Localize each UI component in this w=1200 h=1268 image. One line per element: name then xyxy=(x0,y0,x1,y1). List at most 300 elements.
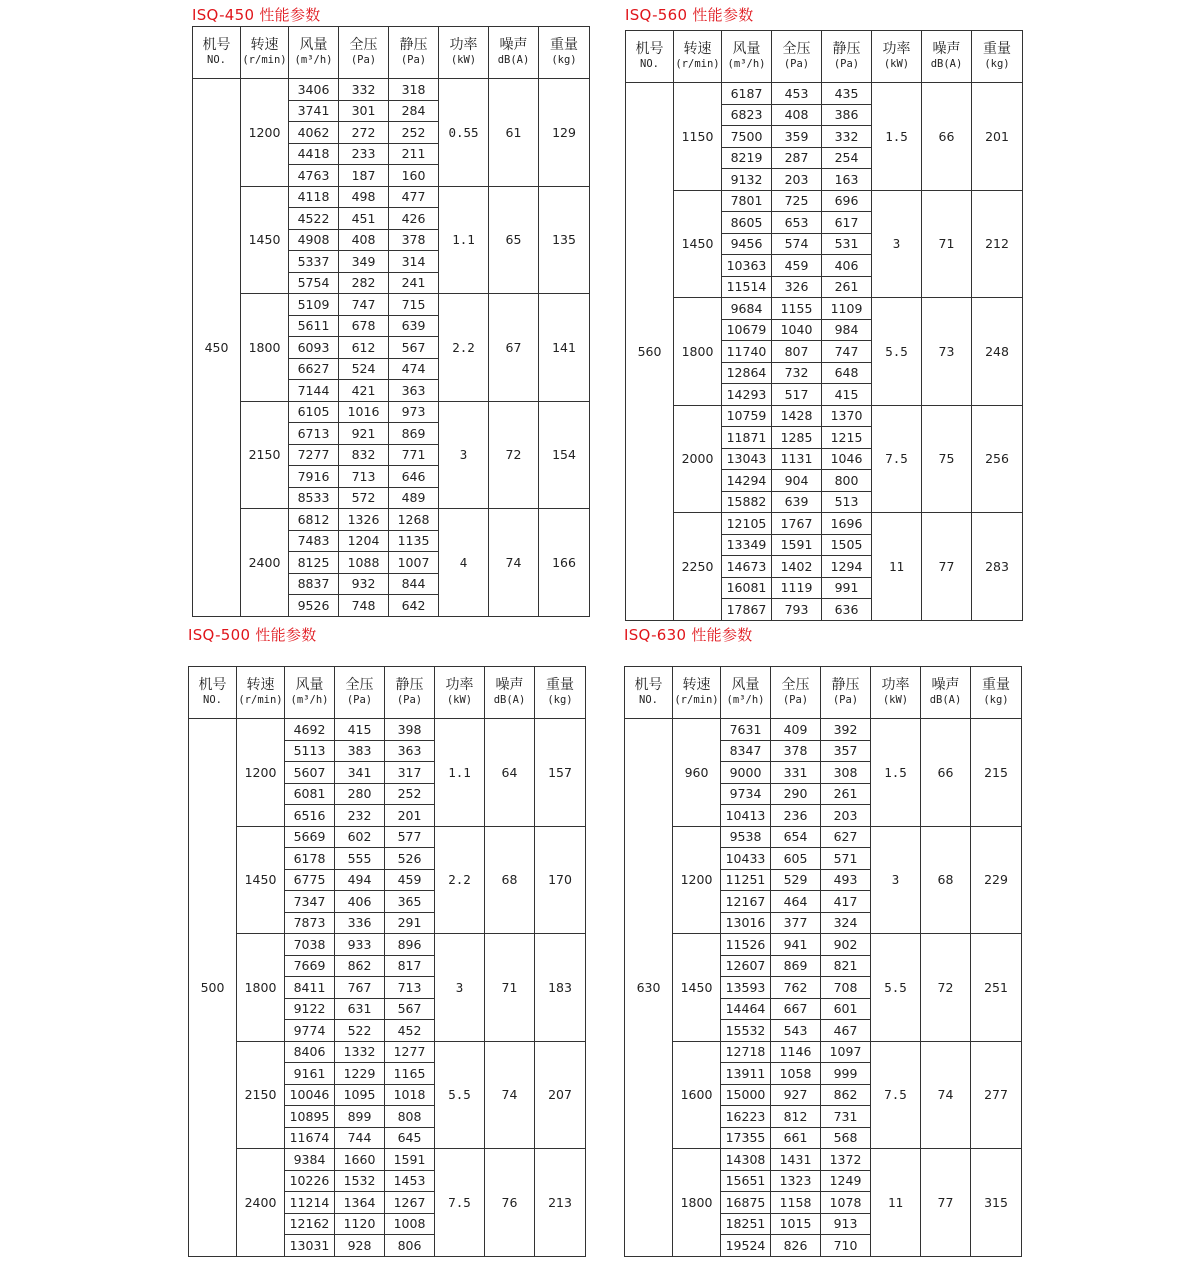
column-header-machine xyxy=(625,667,673,719)
static-pressure-cell: 1505 xyxy=(822,534,872,556)
airflow-cell: 4692 xyxy=(285,719,335,741)
header-label: 全压 xyxy=(345,677,374,693)
weight-cell: 170 xyxy=(535,826,586,934)
total-pressure-cell: 336 xyxy=(335,912,385,934)
total-pressure-cell: 667 xyxy=(771,998,821,1020)
airflow-cell: 11674 xyxy=(285,1127,335,1149)
airflow-cell: 14673 xyxy=(722,556,772,578)
header-label: 重量 xyxy=(983,41,1011,57)
total-pressure-cell: 1146 xyxy=(771,1041,821,1063)
airflow-cell: 13593 xyxy=(721,977,771,999)
header-label: 重量 xyxy=(550,37,578,53)
speed-cell: 1450 xyxy=(237,826,285,934)
weight-cell: 283 xyxy=(972,513,1023,621)
header-unit: (r/min) xyxy=(675,58,720,70)
column-header-weight xyxy=(971,667,1022,719)
total-pressure-cell: 378 xyxy=(771,740,821,762)
static-pressure-cell: 317 xyxy=(385,762,435,784)
airflow-cell: 5109 xyxy=(289,294,339,316)
total-pressure-cell: 928 xyxy=(335,1235,385,1257)
table-title: ISQ-450 性能参数 xyxy=(192,6,321,24)
static-pressure-cell: 991 xyxy=(822,577,872,599)
airflow-cell: 9774 xyxy=(285,1020,335,1042)
static-pressure-cell: 467 xyxy=(821,1020,871,1042)
column-header-static-pressure xyxy=(389,27,439,79)
header-unit: NO. xyxy=(639,694,658,706)
airflow-cell: 8125 xyxy=(289,552,339,574)
static-pressure-cell: 1277 xyxy=(385,1041,435,1063)
airflow-cell: 4418 xyxy=(289,143,339,165)
airflow-cell: 12105 xyxy=(722,513,772,535)
power-cell: 1.1 xyxy=(439,186,489,294)
table-row xyxy=(626,513,1023,535)
header-label: 转速 xyxy=(682,677,711,693)
airflow-cell: 7916 xyxy=(289,466,339,488)
static-pressure-cell: 406 xyxy=(822,255,872,277)
static-pressure-cell: 1453 xyxy=(385,1170,435,1192)
power-cell: 0.55 xyxy=(439,79,489,187)
total-pressure-cell: 1767 xyxy=(772,513,822,535)
airflow-cell: 15651 xyxy=(721,1170,771,1192)
airflow-cell: 12718 xyxy=(721,1041,771,1063)
airflow-cell: 9132 xyxy=(722,169,772,191)
static-pressure-cell: 1370 xyxy=(822,405,872,427)
column-header-total-pressure xyxy=(771,667,821,719)
total-pressure-cell: 639 xyxy=(772,491,822,513)
column-header-power xyxy=(439,27,489,79)
total-pressure-cell: 933 xyxy=(335,934,385,956)
static-pressure-cell: 1078 xyxy=(821,1192,871,1214)
total-pressure-cell: 1326 xyxy=(339,509,389,531)
speed-cell: 1800 xyxy=(241,294,289,402)
header-label: 重量 xyxy=(982,677,1010,693)
performance-table xyxy=(624,666,1022,1257)
airflow-cell: 6187 xyxy=(722,83,772,105)
static-pressure-cell: 318 xyxy=(389,79,439,101)
airflow-cell: 7144 xyxy=(289,380,339,402)
airflow-cell: 7347 xyxy=(285,891,335,913)
total-pressure-cell: 1088 xyxy=(339,552,389,574)
noise-cell: 61 xyxy=(489,79,539,187)
noise-cell: 71 xyxy=(485,934,535,1042)
static-pressure-cell: 636 xyxy=(822,599,872,621)
total-pressure-cell: 203 xyxy=(772,169,822,191)
airflow-cell: 13349 xyxy=(722,534,772,556)
header-label: 噪声 xyxy=(495,677,524,693)
static-pressure-cell: 627 xyxy=(821,826,871,848)
machine-no-cell: 500 xyxy=(189,719,237,1257)
total-pressure-cell: 415 xyxy=(335,719,385,741)
column-header-total-pressure xyxy=(335,667,385,719)
header-unit: (Pa) xyxy=(350,54,377,66)
airflow-cell: 12167 xyxy=(721,891,771,913)
table-row xyxy=(625,934,1022,956)
total-pressure-cell: 494 xyxy=(335,869,385,891)
total-pressure-cell: 453 xyxy=(772,83,822,105)
airflow-cell: 15000 xyxy=(721,1084,771,1106)
total-pressure-cell: 236 xyxy=(771,805,821,827)
airflow-cell: 9161 xyxy=(285,1063,335,1085)
table-row xyxy=(625,1041,1022,1063)
header-unit: (Pa) xyxy=(400,54,427,66)
airflow-cell: 6775 xyxy=(285,869,335,891)
airflow-cell: 6627 xyxy=(289,358,339,380)
total-pressure-cell: 1204 xyxy=(339,530,389,552)
static-pressure-cell: 474 xyxy=(389,358,439,380)
header-unit: (kW) xyxy=(446,694,473,706)
static-pressure-cell: 1268 xyxy=(389,509,439,531)
airflow-cell: 9000 xyxy=(721,762,771,784)
total-pressure-cell: 826 xyxy=(771,1235,821,1257)
airflow-cell: 10679 xyxy=(722,319,772,341)
weight-cell: 207 xyxy=(535,1041,586,1149)
table-row xyxy=(189,934,586,956)
total-pressure-cell: 767 xyxy=(335,977,385,999)
static-pressure-cell: 817 xyxy=(385,955,435,977)
static-pressure-cell: 601 xyxy=(821,998,871,1020)
total-pressure-cell: 543 xyxy=(771,1020,821,1042)
static-pressure-cell: 571 xyxy=(821,848,871,870)
noise-cell: 66 xyxy=(921,719,971,827)
header-label: 静压 xyxy=(395,677,424,693)
column-header-power xyxy=(872,31,922,83)
static-pressure-cell: 808 xyxy=(385,1106,435,1128)
static-pressure-cell: 999 xyxy=(821,1063,871,1085)
power-cell: 7.5 xyxy=(871,1041,921,1149)
noise-cell: 77 xyxy=(922,513,972,621)
total-pressure-cell: 529 xyxy=(771,869,821,891)
static-pressure-cell: 806 xyxy=(385,1235,435,1257)
airflow-cell: 15882 xyxy=(722,491,772,513)
table-row xyxy=(189,826,586,848)
table-title: ISQ-500 性能参数 xyxy=(188,626,317,644)
airflow-cell: 8411 xyxy=(285,977,335,999)
table-row xyxy=(625,1149,1022,1171)
noise-cell: 73 xyxy=(922,298,972,406)
weight-cell: 277 xyxy=(971,1041,1022,1149)
airflow-cell: 12162 xyxy=(285,1213,335,1235)
total-pressure-cell: 282 xyxy=(339,272,389,294)
table-row xyxy=(193,401,590,423)
total-pressure-cell: 812 xyxy=(771,1106,821,1128)
total-pressure-cell: 464 xyxy=(771,891,821,913)
static-pressure-cell: 696 xyxy=(822,190,872,212)
weight-cell: 213 xyxy=(535,1149,586,1257)
speed-cell: 1800 xyxy=(237,934,285,1042)
total-pressure-cell: 748 xyxy=(339,595,389,617)
static-pressure-cell: 862 xyxy=(821,1084,871,1106)
total-pressure-cell: 498 xyxy=(339,186,389,208)
static-pressure-cell: 531 xyxy=(822,233,872,255)
total-pressure-cell: 713 xyxy=(339,466,389,488)
total-pressure-cell: 459 xyxy=(772,255,822,277)
static-pressure-cell: 800 xyxy=(822,470,872,492)
airflow-cell: 9526 xyxy=(289,595,339,617)
static-pressure-cell: 984 xyxy=(822,319,872,341)
static-pressure-cell: 1018 xyxy=(385,1084,435,1106)
airflow-cell: 4763 xyxy=(289,165,339,187)
airflow-cell: 9122 xyxy=(285,998,335,1020)
static-pressure-cell: 869 xyxy=(389,423,439,445)
weight-cell: 135 xyxy=(539,186,590,294)
total-pressure-cell: 301 xyxy=(339,100,389,122)
header-label: 风量 xyxy=(731,677,760,693)
static-pressure-cell: 710 xyxy=(821,1235,871,1257)
static-pressure-cell: 252 xyxy=(389,122,439,144)
total-pressure-cell: 421 xyxy=(339,380,389,402)
static-pressure-cell: 398 xyxy=(385,719,435,741)
header-unit: (m³/h) xyxy=(726,694,765,706)
power-cell: 11 xyxy=(872,513,922,621)
power-cell: 3 xyxy=(871,826,921,934)
airflow-cell: 16223 xyxy=(721,1106,771,1128)
header-unit: dB(A) xyxy=(493,694,526,706)
total-pressure-cell: 326 xyxy=(772,276,822,298)
power-cell: 3 xyxy=(439,401,489,509)
airflow-cell: 11871 xyxy=(722,427,772,449)
static-pressure-cell: 332 xyxy=(822,126,872,148)
total-pressure-cell: 409 xyxy=(771,719,821,741)
airflow-cell: 14293 xyxy=(722,384,772,406)
total-pressure-cell: 332 xyxy=(339,79,389,101)
column-header-static-pressure xyxy=(385,667,435,719)
airflow-cell: 9538 xyxy=(721,826,771,848)
static-pressure-cell: 386 xyxy=(822,104,872,126)
header-label: 静压 xyxy=(399,37,428,53)
table-row xyxy=(189,1149,586,1171)
static-pressure-cell: 435 xyxy=(822,83,872,105)
airflow-cell: 10046 xyxy=(285,1084,335,1106)
total-pressure-cell: 1229 xyxy=(335,1063,385,1085)
header-label: 转速 xyxy=(250,37,279,53)
total-pressure-cell: 1285 xyxy=(772,427,822,449)
static-pressure-cell: 1215 xyxy=(822,427,872,449)
header-unit: (m³/h) xyxy=(294,54,333,66)
static-pressure-cell: 567 xyxy=(389,337,439,359)
table-title: ISQ-560 性能参数 xyxy=(625,6,754,24)
airflow-cell: 8347 xyxy=(721,740,771,762)
total-pressure-cell: 807 xyxy=(772,341,822,363)
static-pressure-cell: 821 xyxy=(821,955,871,977)
static-pressure-cell: 567 xyxy=(385,998,435,1020)
column-header-total-pressure xyxy=(339,27,389,79)
performance-table xyxy=(188,666,586,1257)
header-label: 功率 xyxy=(449,37,478,53)
static-pressure-cell: 1008 xyxy=(385,1213,435,1235)
static-pressure-cell: 493 xyxy=(821,869,871,891)
static-pressure-cell: 731 xyxy=(821,1106,871,1128)
power-cell: 5.5 xyxy=(872,298,922,406)
header-row xyxy=(625,667,1022,719)
static-pressure-cell: 203 xyxy=(821,805,871,827)
header-unit: (m³/h) xyxy=(727,58,766,70)
static-pressure-cell: 252 xyxy=(385,783,435,805)
static-pressure-cell: 513 xyxy=(822,491,872,513)
column-header-weight xyxy=(972,31,1023,83)
static-pressure-cell: 211 xyxy=(389,143,439,165)
table-row xyxy=(625,826,1022,848)
table-row xyxy=(193,186,590,208)
total-pressure-cell: 904 xyxy=(772,470,822,492)
total-pressure-cell: 232 xyxy=(335,805,385,827)
speed-cell: 2150 xyxy=(241,401,289,509)
static-pressure-cell: 254 xyxy=(822,147,872,169)
table-row xyxy=(626,83,1023,105)
airflow-cell: 7873 xyxy=(285,912,335,934)
noise-cell: 64 xyxy=(485,719,535,827)
static-pressure-cell: 708 xyxy=(821,977,871,999)
static-pressure-cell: 489 xyxy=(389,487,439,509)
static-pressure-cell: 1135 xyxy=(389,530,439,552)
total-pressure-cell: 272 xyxy=(339,122,389,144)
column-header-weight xyxy=(535,667,586,719)
airflow-cell: 10895 xyxy=(285,1106,335,1128)
power-cell: 7.5 xyxy=(435,1149,485,1257)
total-pressure-cell: 762 xyxy=(771,977,821,999)
airflow-cell: 11251 xyxy=(721,869,771,891)
total-pressure-cell: 678 xyxy=(339,315,389,337)
static-pressure-cell: 357 xyxy=(821,740,871,762)
header-unit: (kg) xyxy=(547,694,573,706)
column-header-speed xyxy=(241,27,289,79)
weight-cell: 166 xyxy=(539,509,590,617)
performance-table xyxy=(625,30,1023,621)
airflow-cell: 8219 xyxy=(722,147,772,169)
noise-cell: 66 xyxy=(922,83,972,191)
power-cell: 7.5 xyxy=(872,405,922,513)
total-pressure-cell: 572 xyxy=(339,487,389,509)
total-pressure-cell: 1364 xyxy=(335,1192,385,1214)
header-label: 转速 xyxy=(246,677,275,693)
noise-cell: 65 xyxy=(489,186,539,294)
static-pressure-cell: 308 xyxy=(821,762,871,784)
column-header-speed xyxy=(673,667,721,719)
static-pressure-cell: 241 xyxy=(389,272,439,294)
total-pressure-cell: 1095 xyxy=(335,1084,385,1106)
airflow-cell: 6105 xyxy=(289,401,339,423)
header-label: 风量 xyxy=(299,37,328,53)
header-unit: NO. xyxy=(207,54,226,66)
airflow-cell: 10433 xyxy=(721,848,771,870)
speed-cell: 1800 xyxy=(674,298,722,406)
header-row xyxy=(193,27,590,79)
machine-no-cell: 560 xyxy=(626,83,674,621)
power-cell: 1.1 xyxy=(435,719,485,827)
machine-no-cell: 450 xyxy=(193,79,241,617)
power-cell: 1.5 xyxy=(871,719,921,827)
noise-cell: 67 xyxy=(489,294,539,402)
static-pressure-cell: 526 xyxy=(385,848,435,870)
total-pressure-cell: 732 xyxy=(772,362,822,384)
power-cell: 4 xyxy=(439,509,489,617)
static-pressure-cell: 201 xyxy=(385,805,435,827)
header-label: 功率 xyxy=(445,677,474,693)
total-pressure-cell: 524 xyxy=(339,358,389,380)
total-pressure-cell: 331 xyxy=(771,762,821,784)
column-header-machine xyxy=(193,27,241,79)
static-pressure-cell: 163 xyxy=(822,169,872,191)
airflow-cell: 10363 xyxy=(722,255,772,277)
static-pressure-cell: 314 xyxy=(389,251,439,273)
total-pressure-cell: 1016 xyxy=(339,401,389,423)
noise-cell: 74 xyxy=(921,1041,971,1149)
airflow-cell: 8837 xyxy=(289,573,339,595)
column-header-airflow xyxy=(285,667,335,719)
total-pressure-cell: 408 xyxy=(339,229,389,251)
table-row xyxy=(193,294,590,316)
total-pressure-cell: 1591 xyxy=(772,534,822,556)
static-pressure-cell: 577 xyxy=(385,826,435,848)
power-cell: 1.5 xyxy=(872,83,922,191)
airflow-cell: 7631 xyxy=(721,719,771,741)
table-row xyxy=(626,298,1023,320)
header-unit: (r/min) xyxy=(674,694,719,706)
airflow-cell: 13911 xyxy=(721,1063,771,1085)
speed-cell: 2000 xyxy=(674,405,722,513)
column-header-airflow xyxy=(289,27,339,79)
header-label: 全压 xyxy=(781,677,810,693)
total-pressure-cell: 1119 xyxy=(772,577,822,599)
total-pressure-cell: 1015 xyxy=(771,1213,821,1235)
header-unit: (Pa) xyxy=(832,694,859,706)
airflow-cell: 17355 xyxy=(721,1127,771,1149)
static-pressure-cell: 1165 xyxy=(385,1063,435,1085)
weight-cell: 215 xyxy=(971,719,1022,827)
airflow-cell: 8406 xyxy=(285,1041,335,1063)
header-unit: (kg) xyxy=(984,58,1010,70)
total-pressure-cell: 941 xyxy=(771,934,821,956)
header-label: 噪声 xyxy=(931,677,960,693)
airflow-cell: 7038 xyxy=(285,934,335,956)
airflow-cell: 7483 xyxy=(289,530,339,552)
weight-cell: 229 xyxy=(971,826,1022,934)
column-header-noise xyxy=(485,667,535,719)
total-pressure-cell: 921 xyxy=(339,423,389,445)
total-pressure-cell: 1120 xyxy=(335,1213,385,1235)
airflow-cell: 16875 xyxy=(721,1192,771,1214)
speed-cell: 1200 xyxy=(241,79,289,187)
airflow-cell: 9384 xyxy=(285,1149,335,1171)
column-header-machine xyxy=(189,667,237,719)
header-unit: NO. xyxy=(203,694,222,706)
weight-cell: 183 xyxy=(535,934,586,1042)
column-header-noise xyxy=(489,27,539,79)
noise-cell: 77 xyxy=(921,1149,971,1257)
static-pressure-cell: 1372 xyxy=(821,1149,871,1171)
column-header-static-pressure xyxy=(821,667,871,719)
header-label: 全压 xyxy=(349,37,378,53)
total-pressure-cell: 1332 xyxy=(335,1041,385,1063)
header-unit: (kW) xyxy=(882,694,909,706)
header-label: 噪声 xyxy=(499,37,528,53)
static-pressure-cell: 1097 xyxy=(821,1041,871,1063)
static-pressure-cell: 324 xyxy=(821,912,871,934)
airflow-cell: 9684 xyxy=(722,298,772,320)
total-pressure-cell: 1040 xyxy=(772,319,822,341)
table-row xyxy=(189,1041,586,1063)
static-pressure-cell: 747 xyxy=(822,341,872,363)
total-pressure-cell: 899 xyxy=(335,1106,385,1128)
airflow-cell: 5337 xyxy=(289,251,339,273)
total-pressure-cell: 290 xyxy=(771,783,821,805)
header-unit: dB(A) xyxy=(930,58,963,70)
header-unit: dB(A) xyxy=(497,54,530,66)
airflow-cell: 14308 xyxy=(721,1149,771,1171)
table-row xyxy=(626,405,1023,427)
static-pressure-cell: 459 xyxy=(385,869,435,891)
header-label: 机号 xyxy=(198,677,227,693)
airflow-cell: 3406 xyxy=(289,79,339,101)
